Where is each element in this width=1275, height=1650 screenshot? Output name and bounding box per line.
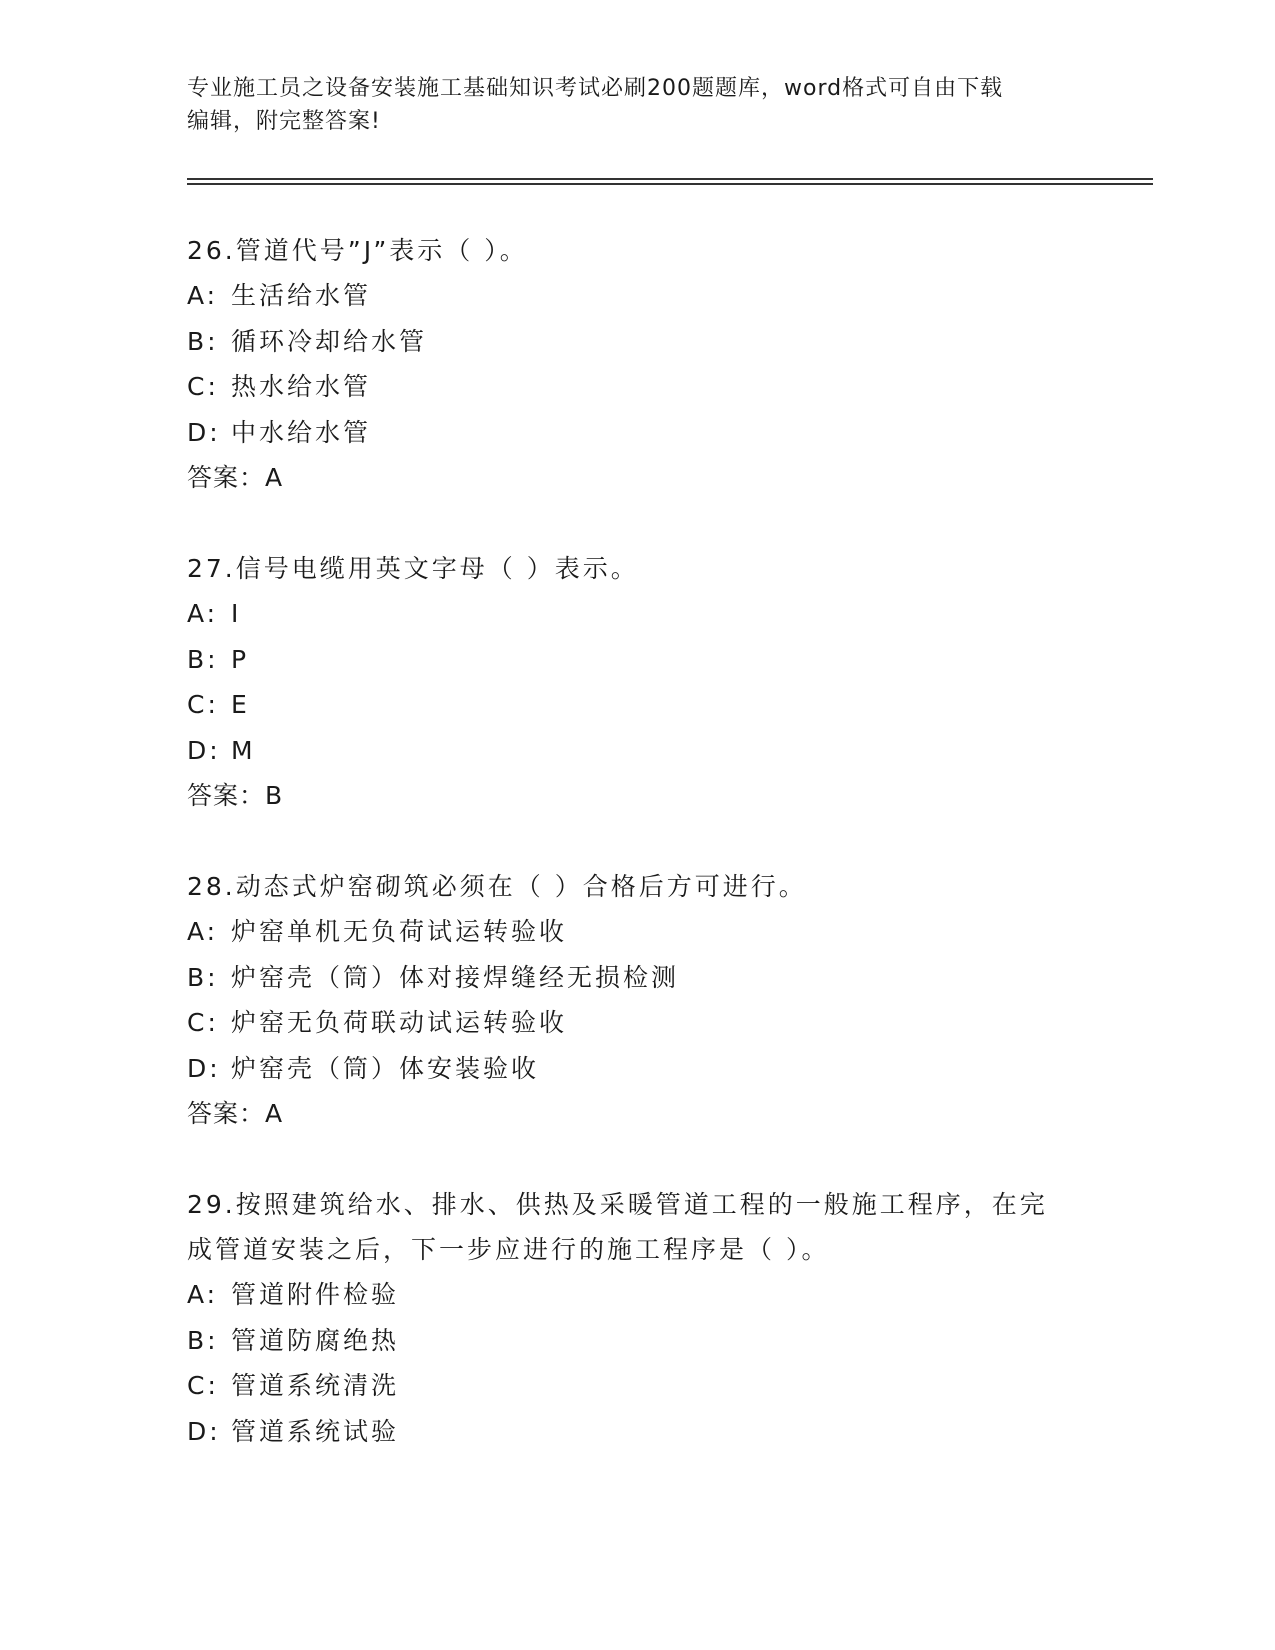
option-d [187, 1409, 1087, 1455]
option-text: M [231, 735, 256, 765]
option-letter: A: [187, 1280, 219, 1309]
header-title-line2: 编辑，附完整答案! [187, 109, 381, 134]
option-text: 炉窑单机无负荷试运转验收 [231, 917, 568, 946]
option-text: 管道附件检验 [231, 1280, 400, 1309]
question-29 [187, 1182, 1087, 1454]
option-text: 管道防腐绝热 [231, 1325, 400, 1355]
option-text: P [231, 644, 250, 674]
option-letter: C: [187, 1371, 219, 1400]
option-text: 管道系统清洗 [231, 1371, 400, 1400]
option-letter: B: [187, 644, 219, 674]
option-d [187, 728, 1087, 774]
option-b [187, 637, 1087, 683]
question-stem: 28.动态式炉窑砌筑必须在（ ）合格后方可进行。 [187, 872, 807, 901]
option-c [187, 682, 1087, 728]
question-stem: 27.信号电缆用英文字母（ ）表示。 [187, 554, 639, 583]
option-letter: D: [187, 1416, 221, 1446]
option-letter: A: [187, 599, 219, 628]
option-letter: B: [187, 326, 219, 356]
option-a [187, 909, 1087, 955]
option-text: I [231, 599, 242, 628]
option-letter: D: [187, 417, 221, 447]
option-b [187, 319, 1087, 365]
option-text: 生活给水管 [231, 281, 372, 310]
option-text: E [231, 690, 250, 719]
option-text: 炉窑壳（筒）体对接焊缝经无损检测 [231, 962, 680, 992]
option-text: 循环冷却给水管 [231, 326, 428, 356]
question-27 [187, 546, 1087, 819]
option-a [187, 1272, 1087, 1318]
question-stem-line1: 29.按照建筑给水、排水、供热及采暖管道工程的一般施工程序，在完 [187, 1190, 1048, 1219]
option-letter: C: [187, 1008, 219, 1037]
header-rule-top [187, 178, 1153, 180]
option-b [187, 955, 1087, 1001]
header-title-line1: 专业施工员之设备安装施工基础知识考试必刷200题题库，word格式可自由下载 [187, 76, 1004, 101]
option-text: 炉窑无负荷联动试运转验收 [231, 1008, 568, 1037]
answer-text: 答案：A [187, 1099, 284, 1128]
option-letter: C: [187, 690, 219, 719]
option-d [187, 1046, 1087, 1092]
option-b [187, 1318, 1087, 1364]
question-stem-line2: 成管道安装之后，下一步应进行的施工程序是（ ）。 [187, 1235, 830, 1264]
question-stem: 26.管道代号”J”表示（ ）。 [187, 236, 528, 265]
option-d [187, 410, 1087, 456]
answer-text: 答案：A [187, 463, 284, 492]
question-26 [187, 228, 1087, 501]
option-letter: B: [187, 962, 219, 992]
option-c [187, 1363, 1087, 1409]
document-header [187, 72, 1067, 138]
answer-text: 答案：B [187, 781, 284, 810]
header-rule-bottom [187, 183, 1153, 185]
option-text: 热水给水管 [231, 372, 372, 401]
option-letter: A: [187, 917, 219, 946]
option-c [187, 1000, 1087, 1046]
option-letter: B: [187, 1325, 219, 1355]
question-28 [187, 864, 1087, 1137]
option-letter: C: [187, 372, 219, 401]
option-letter: D: [187, 735, 221, 765]
option-letter: A: [187, 281, 219, 310]
option-letter: D: [187, 1053, 221, 1083]
option-text: 中水给水管 [231, 417, 372, 447]
option-a [187, 591, 1087, 637]
option-a [187, 273, 1087, 319]
option-text: 炉窑壳（筒）体安装验收 [231, 1053, 540, 1083]
option-text: 管道系统试验 [231, 1416, 400, 1446]
option-c [187, 364, 1087, 410]
